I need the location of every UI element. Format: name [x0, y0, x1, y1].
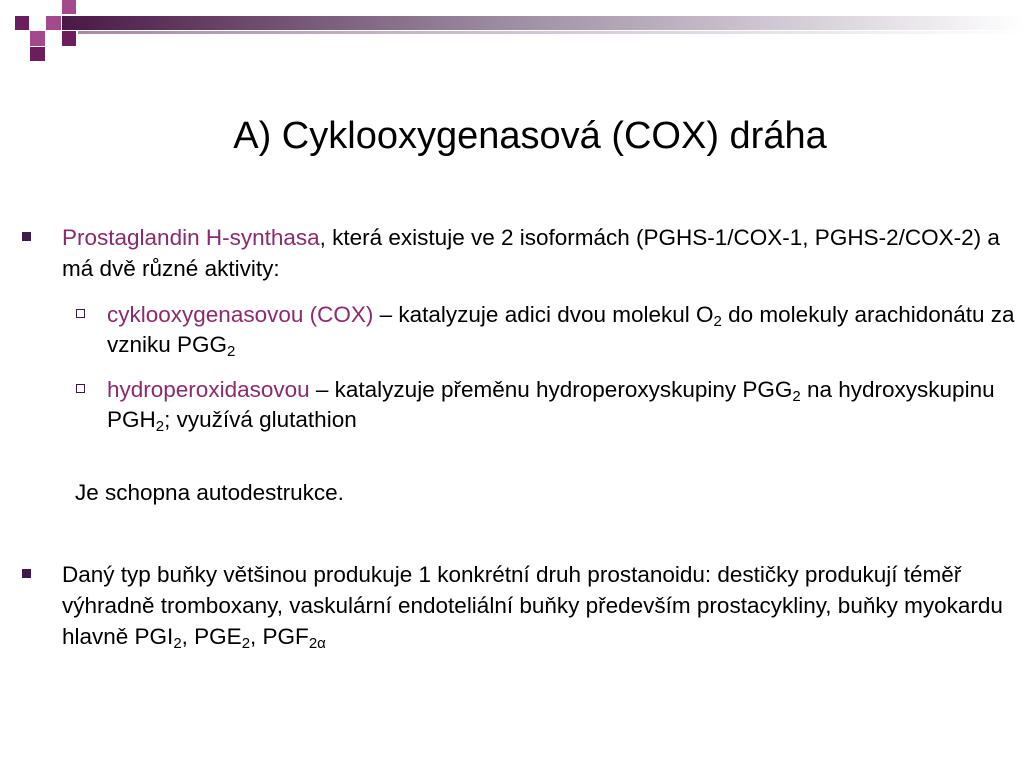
plain-paragraph: Je schopna autodestrukce. [75, 480, 344, 505]
decor-square [30, 47, 45, 61]
sub-body: do molekuly arachidonátu za vzniku PGG [107, 302, 1015, 357]
bullet-point [22, 222, 1012, 284]
bullet-body: , PGF [250, 624, 309, 649]
decor-bar [62, 16, 1024, 30]
square-bullet-icon [22, 569, 31, 578]
subscript: 2 [173, 635, 182, 652]
subscript: 2 [792, 388, 801, 405]
hollow-square-bullet-icon [76, 309, 85, 318]
bullet-body: , která existuje ve 2 isoformách (PGHS-1/COX-1, PGHS-2/COX-2) a má dvě různé aktivity: [62, 225, 1000, 281]
sub-body: – katalyzuje přeměnu hydroperoxyskupiny PGG [309, 377, 793, 402]
highlight-text: cyklooxygenasovou (COX) [107, 302, 374, 327]
hollow-square-bullet-icon [76, 384, 85, 393]
decor-square [62, 31, 76, 46]
square-bullet-icon [22, 232, 31, 241]
sub-bullet-text [107, 300, 1016, 360]
sub-body: na hydroxyskupinu PGH [107, 377, 995, 432]
subscript: 2 [155, 418, 165, 435]
sub-body: – katalyzuje adici dvou molekul O [373, 302, 714, 327]
decor-square [30, 31, 45, 46]
bullet-body: Daný typ buňky většinou produkuje 1 konkrétní druh prostanoidu: destičky produkují téměř výhradně tromboxany, vaskulární endoteliální buňky především prostacykliny, buňky myokardu hlavně PGI [62, 562, 1003, 649]
sub-bullet-text [107, 375, 1016, 435]
bullet-body: , PGE [181, 624, 242, 649]
decor-bar [78, 31, 1024, 34]
decor-square [15, 16, 29, 30]
bullet-text [62, 222, 1012, 284]
decor-square [62, 0, 76, 14]
sub-bullet-point [76, 375, 1016, 435]
decor-square [46, 16, 61, 30]
bullet-text [62, 559, 1012, 652]
bullet-point [22, 559, 1012, 652]
subscript: 2 [227, 343, 236, 360]
decor-square [30, 0, 45, 14]
highlight-text: Prostaglandin H-synthasa [62, 225, 320, 250]
subscript: 2α [308, 635, 326, 652]
highlight-text: hydroperoxidasovou [107, 377, 310, 402]
sub-body: ; využívá glutathion [164, 407, 357, 432]
header-decoration [0, 0, 1024, 64]
subscript: 2 [713, 313, 722, 330]
subscript: 2 [241, 635, 251, 652]
slide-title: A) Cyklooxygenasová (COX) dráha [233, 115, 827, 157]
sub-bullet-point [76, 300, 1016, 360]
